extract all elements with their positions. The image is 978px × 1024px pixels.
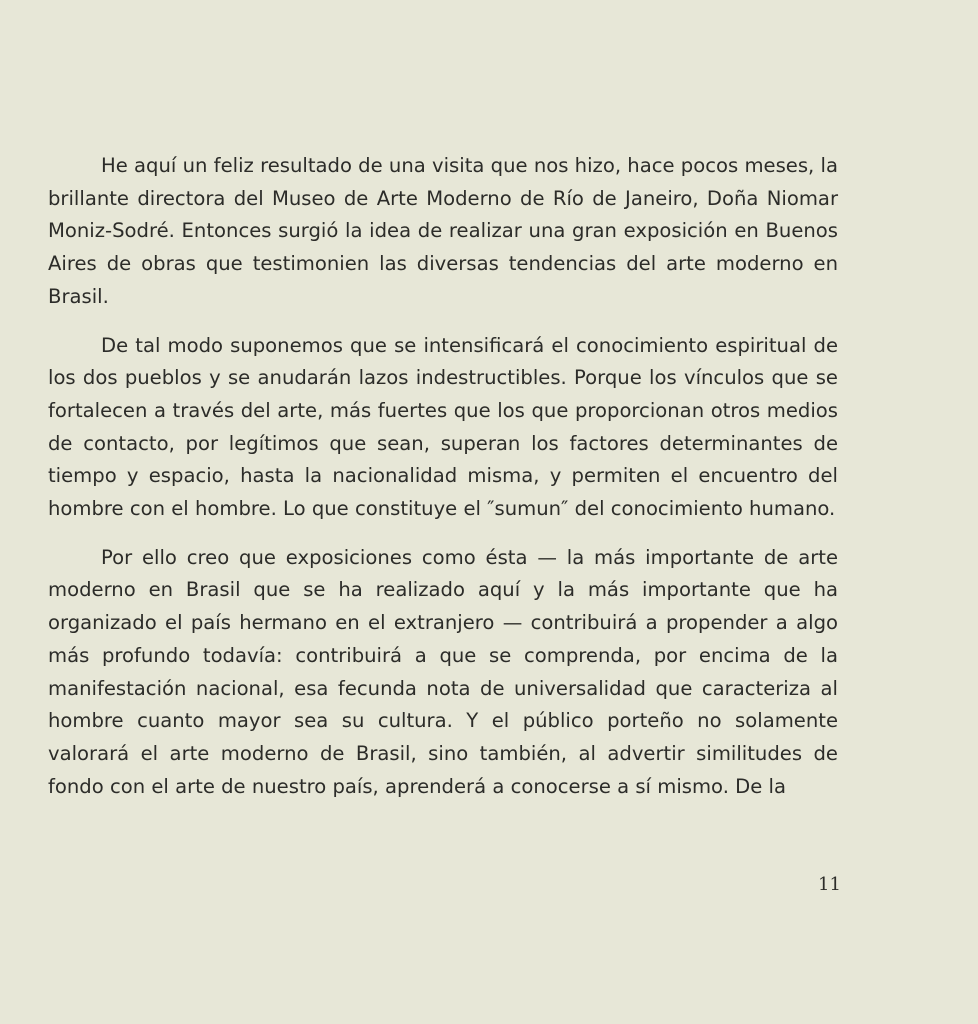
paragraph-2: De tal modo suponemos que se intensificará el conocimiento espiritual de los dos pueblos y se anudarán lazos indestructibles. Porque los vínculos que se fortalecen a través del arte, más fuertes que los que proporcionan otros medios de contacto, por legítimos que sean, superan los factores determinantes de tiempo y espacio, hasta la nacionalidad misma, y permiten el encuentro del hombre con el hombre. Lo que constituye el ″sumun″ del conocimiento humano.: [48, 333, 838, 521]
paragraph-1: He aquí un feliz resultado de una visita que nos hizo, hace pocos meses, la brillante directora del Museo de Arte Moderno de Río de Janeiro, Doña Niomar Moniz-Sodré. Entonces surgió la idea de realizar una gran exposición en Buenos Aires de obras que testimonien las diversas tendencias del arte moderno en Brasil.: [48, 154, 838, 308]
body-text: [48, 150, 838, 803]
paragraph-3: Por ello creo que exposiciones como ésta — la más importante de arte moderno en Brasil que se ha realizado aquí y la más importante que ha organizado el país hermano en el extranjero — contribuirá a propender a algo más profundo todavía: contribuirá a que se comprenda, por encima de la manifestación nacional, esa fecunda nota de universalidad que caracteriza al hombre cuanto mayor sea su cultura. Y el público porteño no solamente valorará el arte moderno de Brasil, sino también, al advertir similitudes de fondo con el arte de nuestro país, aprenderá a conocerse a sí mismo. De la: [48, 545, 838, 798]
page-number: 11: [818, 874, 841, 895]
